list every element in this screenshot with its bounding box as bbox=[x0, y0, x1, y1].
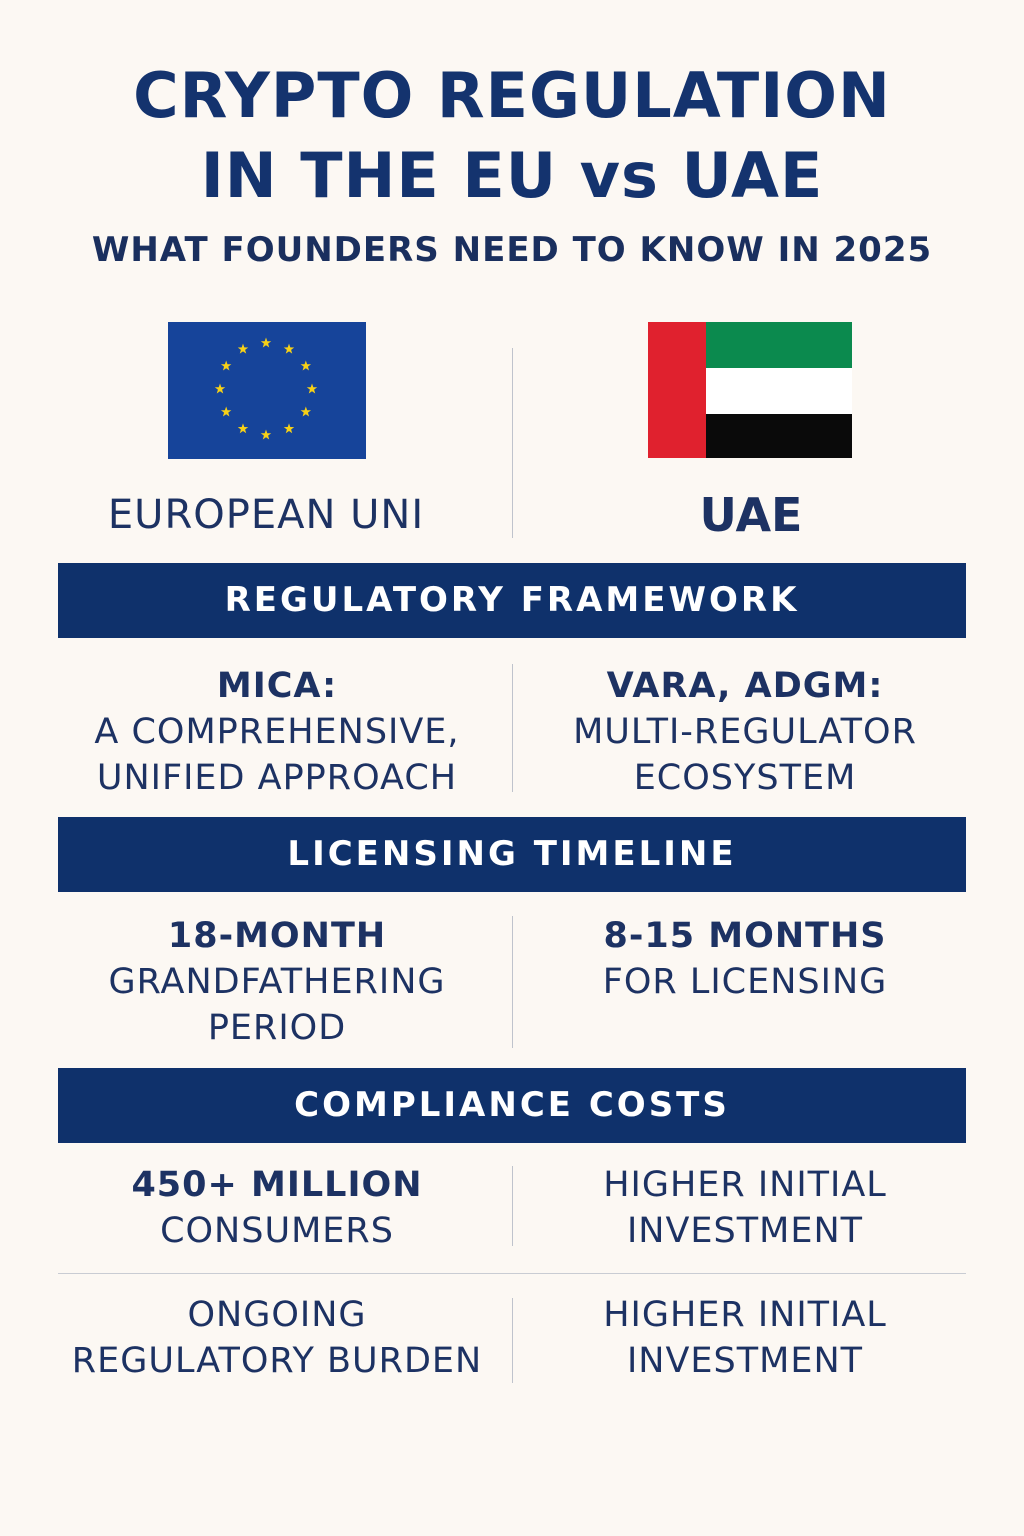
uae-timeline-duration: 8-15 MONTHS bbox=[603, 916, 887, 956]
eu-stars-icon bbox=[168, 322, 366, 459]
eu-timeline-desc-1: GRANDFATHERING bbox=[108, 962, 446, 1002]
eu-costs-row2-line1: ONGOING bbox=[187, 1295, 367, 1335]
eu-costs-row1-line2: CONSUMERS bbox=[160, 1211, 394, 1251]
eu-star-icon bbox=[238, 423, 248, 433]
uae-framework-desc-1: MULTI-REGULATOR bbox=[573, 712, 917, 752]
eu-costs-row1-line1: 450+ MILLION bbox=[131, 1165, 423, 1205]
eu-star-icon bbox=[261, 430, 271, 440]
uae-costs-row1-line2: INVESTMENT bbox=[626, 1211, 864, 1251]
eu-star-icon bbox=[301, 361, 311, 371]
eu-framework-text bbox=[42, 663, 512, 801]
regulatory-framework-heading: REGULATORY FRAMEWORK bbox=[58, 563, 966, 638]
uae-flag-green-stripe bbox=[706, 322, 852, 368]
licensing-timeline-heading: LICENSING TIMELINE bbox=[58, 817, 966, 892]
uae-framework-text bbox=[510, 663, 980, 801]
uae-flag-white-stripe bbox=[706, 368, 852, 414]
row-divider bbox=[58, 1273, 966, 1274]
eu-framework-desc-1: A COMPREHENSIVE, bbox=[94, 712, 460, 752]
eu-star-icon bbox=[284, 423, 294, 433]
eu-costs-row2 bbox=[42, 1292, 512, 1384]
uae-costs-row2-line2: INVESTMENT bbox=[626, 1341, 864, 1381]
uae-framework-name: VARA, ADGM: bbox=[606, 666, 884, 706]
eu-framework-desc-2: UNIFIED APPROACH bbox=[96, 758, 458, 798]
eu-star-icon bbox=[261, 338, 271, 348]
eu-star-icon bbox=[215, 384, 225, 394]
uae-flag-black-stripe bbox=[706, 414, 852, 458]
uae-timeline-text bbox=[510, 913, 980, 1005]
eu-star-icon bbox=[301, 407, 311, 417]
eu-costs-row1 bbox=[42, 1162, 512, 1254]
eu-star-icon bbox=[307, 384, 317, 394]
uae-region-label: UAE bbox=[699, 488, 803, 542]
eu-timeline-duration: 18-MONTH bbox=[167, 916, 387, 956]
eu-costs-row2-line2: REGULATORY BURDEN bbox=[71, 1341, 483, 1381]
title-line-1: CRYPTO REGULATION bbox=[133, 59, 891, 132]
eu-region-label: EUROPEAN UNI bbox=[107, 492, 425, 538]
eu-flag-icon bbox=[168, 322, 366, 459]
eu-framework-name: MICA: bbox=[216, 666, 338, 706]
uae-costs-row2-line1: HIGHER INITIAL bbox=[603, 1295, 887, 1335]
eu-timeline-desc-2: PERIOD bbox=[207, 1008, 347, 1048]
eu-timeline-text bbox=[42, 913, 512, 1051]
eu-star-icon bbox=[221, 407, 231, 417]
uae-timeline-desc: FOR LICENSING bbox=[602, 962, 888, 1002]
title-line-2: IN THE EU vs UAE bbox=[200, 139, 824, 212]
eu-star-icon bbox=[221, 361, 231, 371]
compliance-costs-heading: COMPLIANCE COSTS bbox=[58, 1068, 966, 1143]
uae-costs-row1-line1: HIGHER INITIAL bbox=[603, 1165, 887, 1205]
eu-star-icon bbox=[238, 344, 248, 354]
uae-framework-desc-2: ECOSYSTEM bbox=[633, 758, 857, 798]
uae-costs-row1 bbox=[510, 1162, 980, 1254]
uae-costs-row2 bbox=[510, 1292, 980, 1384]
uae-flag-icon bbox=[648, 322, 852, 458]
subtitle: WHAT FOUNDERS NEED TO KNOW IN 2025 bbox=[91, 230, 933, 270]
eu-star-icon bbox=[284, 344, 294, 354]
uae-flag-red-band bbox=[648, 322, 706, 458]
